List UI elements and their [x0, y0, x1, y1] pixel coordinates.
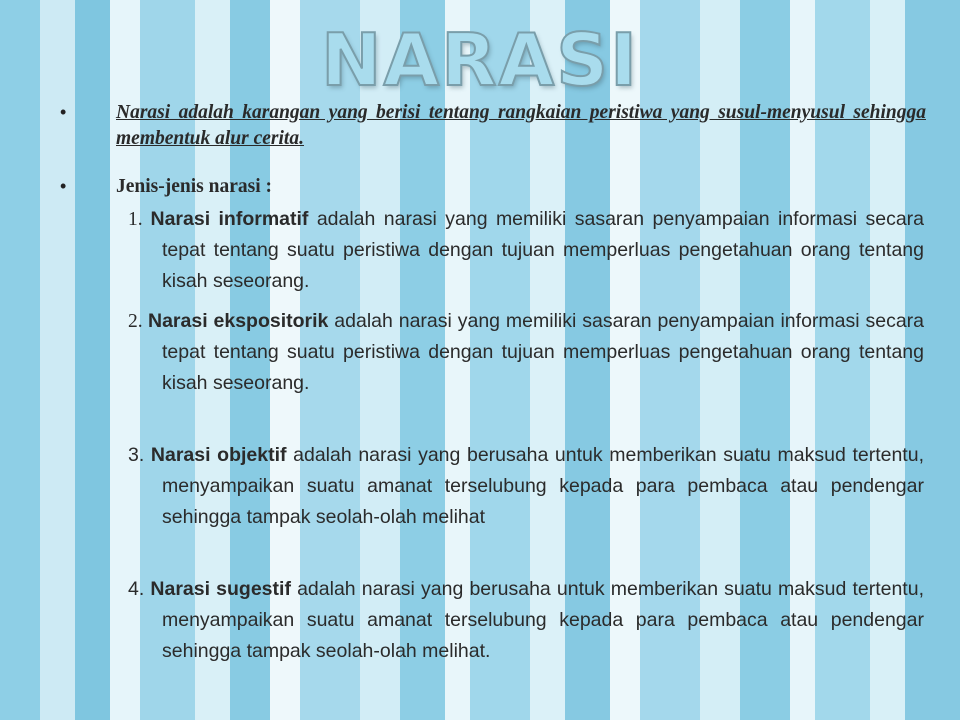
item-text: adalah narasi yang memiliki sasaran penyampaian informasi secara tepat tentang suatu peristiwa dengan tujuan memperluas pengetahuan orang tentang kisah seseorang. — [162, 208, 925, 292]
types-heading: Jenis-jenis narasi : — [116, 176, 272, 197]
item-term: Narasi objektif — [150, 444, 287, 466]
bullet-dot: • — [60, 176, 67, 196]
list-item-1 — [128, 204, 924, 297]
item-term: Narasi ekspositorik — [147, 310, 329, 332]
list-item-2 — [128, 306, 924, 399]
item-number: 4. — [128, 578, 151, 600]
item-text: adalah narasi yang memiliki sasaran penyampaian informasi secara tepat tentang suatu peristiwa dengan tujuan memperluas pengetahuan orang tentang kisah seseorang. — [162, 310, 925, 394]
list-item-4 — [128, 574, 924, 667]
item-number: 1. — [128, 209, 151, 230]
item-text: adalah narasi yang berusaha untuk memberikan suatu maksud tertentu, menyampaikan suatu amanat terselubung kepada para pembaca atau pendengar sehingga tampak seolah-olah melihat. — [162, 578, 924, 662]
slide-title: NARASI — [321, 18, 639, 102]
bullet-dot: • — [60, 102, 67, 122]
item-number: 2. — [128, 311, 148, 332]
definition-text: Narasi adalah karangan yang berisi tentang rangkaian peristiwa yang susul-menyusul sehingga membentuk alur cerita. — [116, 102, 926, 149]
item-term: Narasi informatif — [150, 208, 309, 230]
item-term: Narasi sugestif — [150, 578, 291, 600]
list-item-3 — [128, 440, 924, 533]
item-number: 3. — [128, 444, 151, 466]
item-text: adalah narasi yang berusaha untuk memberikan suatu maksud tertentu, menyampaikan suatu amanat terselubung kepada para pembaca atau pendengar sehingga tampak seolah-olah melihat — [162, 444, 924, 528]
